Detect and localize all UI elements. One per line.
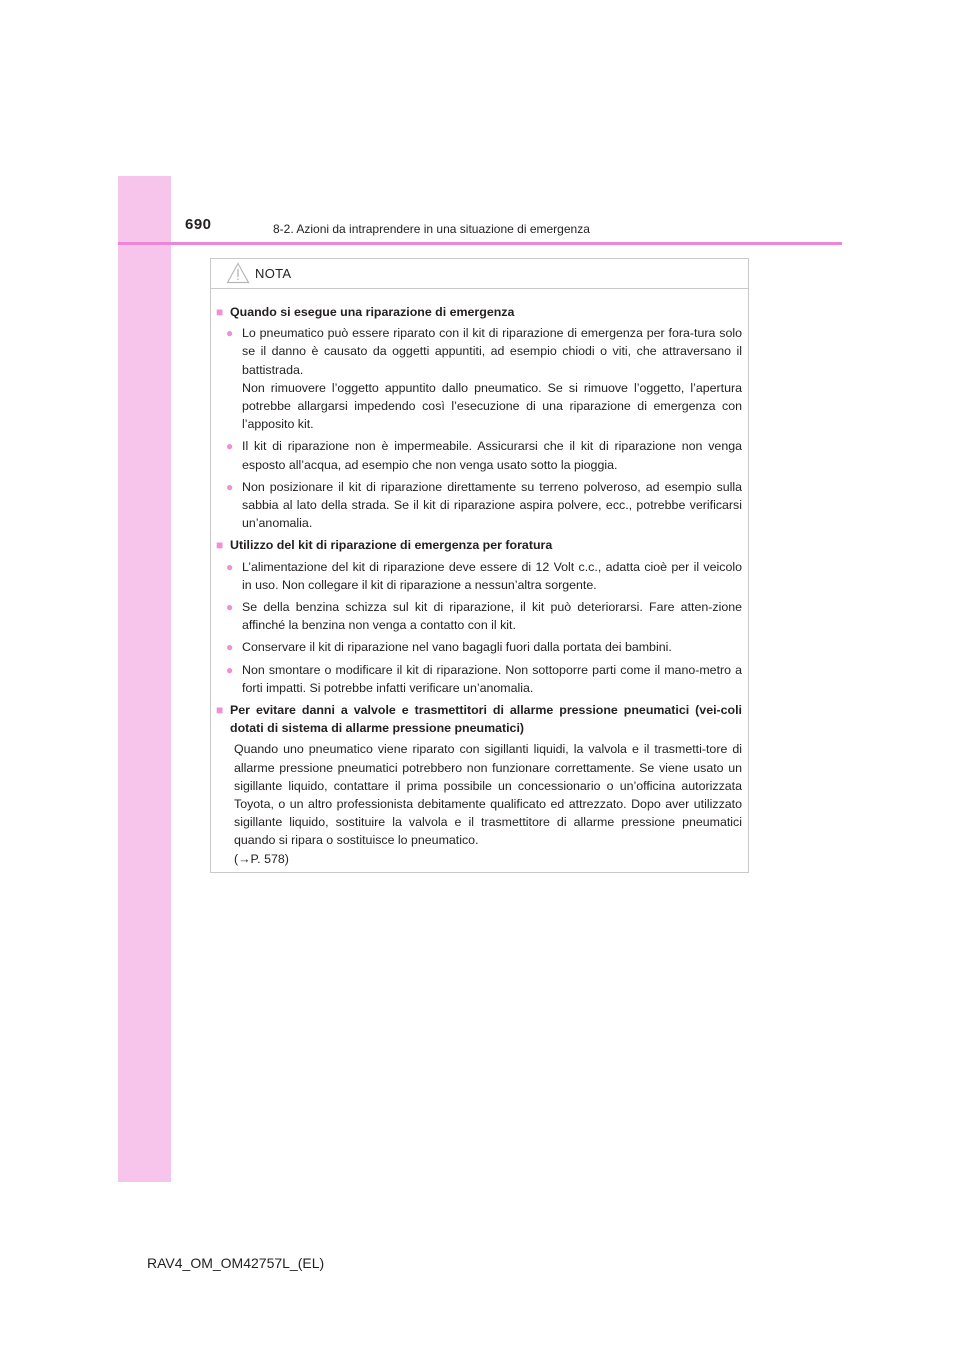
list-item-continuation: Non rimuovere l’oggetto appuntito dallo pneumatico. Se si rimuove l’oggetto, l’apertura potrebbe allargarsi impedendo così l’esecuzione di una riparazione di emergenza con l’apposito kit. (242, 380, 742, 432)
list-item-text: Conservare il kit di riparazione nel vano bagagli fuori dalla portata dei bambini. (242, 640, 672, 655)
list-item (226, 558, 742, 594)
section-heading: ■ Per evitare danni a valvole e trasmettitori di allarme pressione pneumatici (vei-coli dotati di sistema di allarme pressione pneumatici) (216, 701, 742, 737)
page-number: 690 (185, 216, 212, 233)
header-rule (118, 242, 842, 245)
document-code: RAV4_OM_OM42757L_(EL) (147, 1255, 325, 1271)
chapter-side-tab (118, 176, 171, 1182)
list-item-text: Il kit di riparazione non è impermeabile. Assicurarsi che il kit di riparazione non venga esposto all’acqua, ad esempio che non venga usato sotto la pioggia. (242, 439, 742, 472)
list-item-text: Se della benzina schizza sul kit di riparazione, il kit può deteriorarsi. Fare atten-zione affinché la benzina non venga a contatto con il kit. (242, 600, 742, 633)
square-bullet-icon: ■ (216, 305, 224, 319)
circle-bullet-icon: ● (226, 640, 234, 655)
section-paragraph: Quando uno pneumatico viene riparato con sigillanti liquidi, la valvola e il trasmetti-tore di allarme pressione pneumatici potrebbero non funzionare correttamente. Se viene usato un sigillante liquido, contattare il prima possibile un concessionario o un’officina autorizzata Toyota, o un altro professionista debitamente qualificato ed attrezzato. Dopo aver utilizzato sigillante liquido, sostituire la valvola e il trasmettitore di allarme pressione pneumatici quando si ripara o sostituisce lo pneumatico. (234, 742, 742, 848)
nota-box (210, 258, 749, 873)
section-title: 8-2. Azioni da intraprendere in una situazione di emergenza (273, 222, 590, 236)
section-heading: ■ Quando si esegue una riparazione di emergenza (216, 303, 742, 321)
square-bullet-icon: ■ (216, 538, 224, 553)
section-heading: ■ Utilizzo del kit di riparazione di emergenza per foratura (216, 536, 742, 554)
list-item (226, 598, 742, 634)
list-item (226, 437, 742, 473)
list-item (226, 638, 742, 656)
warning-triangle-icon (226, 262, 250, 284)
nota-header (211, 259, 748, 289)
square-bullet-icon: ■ (216, 703, 224, 718)
nota-body (211, 289, 748, 868)
page-reference: (→P. 578) (234, 851, 289, 866)
list-item (226, 478, 742, 533)
circle-bullet-icon: ● (226, 662, 234, 677)
list-item (226, 661, 742, 697)
list-item-text: Lo pneumatico può essere riparato con il kit di riparazione di emergenza per fora-tura solo se il danno è causato da oggetti appuntiti, ad esempio chiodi o viti, che attraversano il battistrada. (242, 326, 742, 377)
circle-bullet-icon: ● (226, 479, 234, 494)
circle-bullet-icon: ● (226, 439, 234, 454)
circle-bullet-icon: ● (226, 600, 234, 615)
list-item-text: Non posizionare il kit di riparazione direttamente su terreno polveroso, ad esempio sulla sabbia al lato della strada. Se il kit di riparazione aspira polvere, ecc., potrebbe verificarsi un’anomalia. (242, 479, 742, 531)
circle-bullet-icon: ● (226, 559, 234, 574)
list-item-text: Non smontare o modificare il kit di riparazione. Non sottoporre parti come il mano-metro a forti impatti. Si potrebbe infatti verificare un’anomalia. (242, 662, 742, 695)
nota-label: NOTA (255, 266, 292, 281)
list-item-text: L’alimentazione del kit di riparazione deve essere di 12 Volt c.c., adatta cioè per il veicolo in uso. Non collegare il kit di riparazione a nessun’altra sorgente. (242, 559, 742, 592)
circle-bullet-icon: ● (226, 326, 234, 341)
list-item (226, 324, 742, 433)
